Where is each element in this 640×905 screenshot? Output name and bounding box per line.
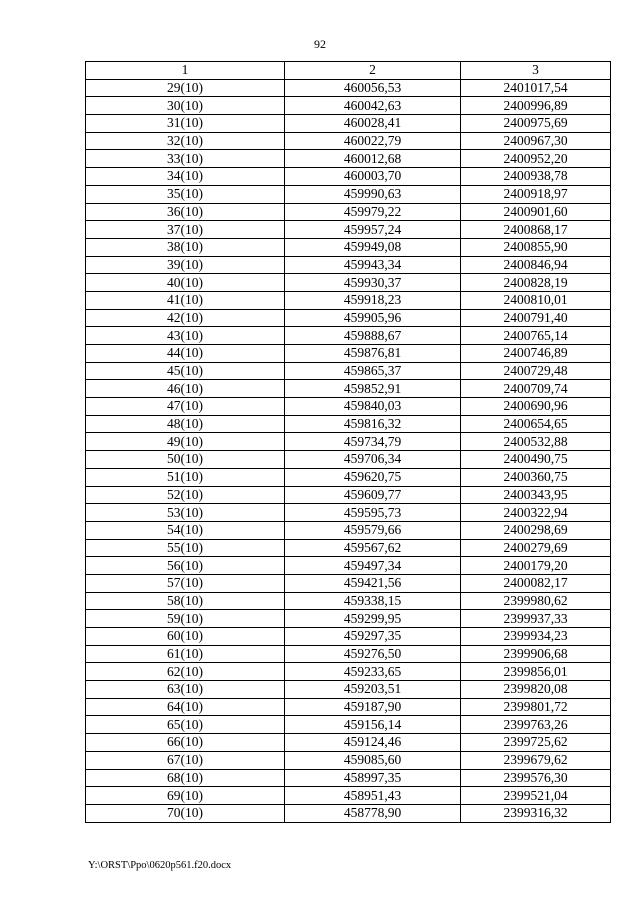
point-id-cell: 41(10) — [86, 291, 285, 309]
point-id-cell: 58(10) — [86, 592, 285, 610]
x-coordinate-cell: 459338,15 — [285, 592, 461, 610]
x-coordinate-cell: 459905,96 — [285, 309, 461, 327]
x-coordinate-cell: 459816,32 — [285, 415, 461, 433]
point-id-cell: 50(10) — [86, 451, 285, 469]
x-coordinate-cell: 459276,50 — [285, 645, 461, 663]
y-coordinate-cell: 2400690,96 — [461, 398, 611, 416]
y-coordinate-cell: 2400791,40 — [461, 309, 611, 327]
x-coordinate-cell: 459734,79 — [285, 433, 461, 451]
table-row — [86, 486, 611, 504]
table-row — [86, 468, 611, 486]
column-header-1: 1 — [86, 62, 285, 80]
point-id-cell: 49(10) — [86, 433, 285, 451]
point-id-cell: 39(10) — [86, 256, 285, 274]
y-coordinate-cell: 2400709,74 — [461, 380, 611, 398]
y-coordinate-cell: 2399937,33 — [461, 610, 611, 628]
table-row — [86, 115, 611, 133]
table-row — [86, 97, 611, 115]
table-row — [86, 751, 611, 769]
x-coordinate-cell: 459852,91 — [285, 380, 461, 398]
point-id-cell: 62(10) — [86, 663, 285, 681]
x-coordinate-cell: 459865,37 — [285, 362, 461, 380]
x-coordinate-cell: 459497,34 — [285, 557, 461, 575]
y-coordinate-cell: 2399763,26 — [461, 716, 611, 734]
point-id-cell: 33(10) — [86, 150, 285, 168]
x-coordinate-cell: 459203,51 — [285, 681, 461, 699]
point-id-cell: 35(10) — [86, 185, 285, 203]
x-coordinate-cell: 459124,46 — [285, 734, 461, 752]
table-row — [86, 309, 611, 327]
y-coordinate-cell: 2400901,60 — [461, 203, 611, 221]
x-coordinate-cell: 459706,34 — [285, 451, 461, 469]
point-id-cell: 61(10) — [86, 645, 285, 663]
point-id-cell: 54(10) — [86, 521, 285, 539]
column-header-3: 3 — [461, 62, 611, 80]
point-id-cell: 63(10) — [86, 681, 285, 699]
table-row — [86, 451, 611, 469]
table-row — [86, 681, 611, 699]
x-coordinate-cell: 459595,73 — [285, 504, 461, 522]
x-coordinate-cell: 459299,95 — [285, 610, 461, 628]
y-coordinate-cell: 2399316,32 — [461, 804, 611, 822]
y-coordinate-cell: 2400828,19 — [461, 274, 611, 292]
point-id-cell: 42(10) — [86, 309, 285, 327]
point-id-cell: 48(10) — [86, 415, 285, 433]
point-id-cell: 59(10) — [86, 610, 285, 628]
y-coordinate-cell: 2399934,23 — [461, 628, 611, 646]
table-row — [86, 221, 611, 239]
point-id-cell: 69(10) — [86, 787, 285, 805]
y-coordinate-cell: 2399801,72 — [461, 698, 611, 716]
x-coordinate-cell: 459957,24 — [285, 221, 461, 239]
point-id-cell: 67(10) — [86, 751, 285, 769]
y-coordinate-cell: 2400490,75 — [461, 451, 611, 469]
table-row — [86, 291, 611, 309]
x-coordinate-cell: 459930,37 — [285, 274, 461, 292]
y-coordinate-cell: 2399521,04 — [461, 787, 611, 805]
footer-file-path: Y:\ORST\Ppo\0620p561.f20.docx — [88, 860, 232, 871]
point-id-cell: 29(10) — [86, 79, 285, 97]
point-id-cell: 47(10) — [86, 398, 285, 416]
point-id-cell: 57(10) — [86, 574, 285, 592]
x-coordinate-cell: 459609,77 — [285, 486, 461, 504]
x-coordinate-cell: 460012,68 — [285, 150, 461, 168]
y-coordinate-cell: 2399906,68 — [461, 645, 611, 663]
table-row — [86, 185, 611, 203]
table-row — [86, 628, 611, 646]
table-row — [86, 574, 611, 592]
table-row — [86, 345, 611, 363]
x-coordinate-cell: 459949,08 — [285, 238, 461, 256]
point-id-cell: 31(10) — [86, 115, 285, 133]
point-id-cell: 43(10) — [86, 327, 285, 345]
x-coordinate-cell: 460022,79 — [285, 132, 461, 150]
x-coordinate-cell: 459156,14 — [285, 716, 461, 734]
table-row — [86, 256, 611, 274]
table-row — [86, 274, 611, 292]
x-coordinate-cell: 458951,43 — [285, 787, 461, 805]
y-coordinate-cell: 2399856,01 — [461, 663, 611, 681]
table-body — [86, 79, 611, 822]
point-id-cell: 51(10) — [86, 468, 285, 486]
point-id-cell: 60(10) — [86, 628, 285, 646]
x-coordinate-cell: 460042,63 — [285, 97, 461, 115]
x-coordinate-cell: 459579,66 — [285, 521, 461, 539]
table-row — [86, 592, 611, 610]
y-coordinate-cell: 2400868,17 — [461, 221, 611, 239]
x-coordinate-cell: 459297,35 — [285, 628, 461, 646]
point-id-cell: 44(10) — [86, 345, 285, 363]
point-id-cell: 66(10) — [86, 734, 285, 752]
table-row — [86, 168, 611, 186]
y-coordinate-cell: 2400729,48 — [461, 362, 611, 380]
point-id-cell: 70(10) — [86, 804, 285, 822]
point-id-cell: 38(10) — [86, 238, 285, 256]
coordinates-table — [85, 61, 611, 823]
y-coordinate-cell: 2400975,69 — [461, 115, 611, 133]
y-coordinate-cell: 2400810,01 — [461, 291, 611, 309]
y-coordinate-cell: 2400967,30 — [461, 132, 611, 150]
x-coordinate-cell: 459990,63 — [285, 185, 461, 203]
point-id-cell: 45(10) — [86, 362, 285, 380]
point-id-cell: 65(10) — [86, 716, 285, 734]
table-row — [86, 150, 611, 168]
table-row — [86, 698, 611, 716]
x-coordinate-cell: 458778,90 — [285, 804, 461, 822]
y-coordinate-cell: 2399820,08 — [461, 681, 611, 699]
table-row — [86, 557, 611, 575]
table-row — [86, 132, 611, 150]
x-coordinate-cell: 459876,81 — [285, 345, 461, 363]
y-coordinate-cell: 2400343,95 — [461, 486, 611, 504]
table-row — [86, 380, 611, 398]
table-row — [86, 398, 611, 416]
table-row — [86, 769, 611, 787]
x-coordinate-cell: 459840,03 — [285, 398, 461, 416]
y-coordinate-cell: 2400654,65 — [461, 415, 611, 433]
y-coordinate-cell: 2400855,90 — [461, 238, 611, 256]
point-id-cell: 56(10) — [86, 557, 285, 575]
x-coordinate-cell: 459918,23 — [285, 291, 461, 309]
x-coordinate-cell: 459888,67 — [285, 327, 461, 345]
point-id-cell: 37(10) — [86, 221, 285, 239]
table-row — [86, 79, 611, 97]
table-row — [86, 238, 611, 256]
y-coordinate-cell: 2400279,69 — [461, 539, 611, 557]
x-coordinate-cell: 460056,53 — [285, 79, 461, 97]
table-row — [86, 504, 611, 522]
x-coordinate-cell: 459421,56 — [285, 574, 461, 592]
point-id-cell: 52(10) — [86, 486, 285, 504]
table-row — [86, 787, 611, 805]
point-id-cell: 68(10) — [86, 769, 285, 787]
point-id-cell: 36(10) — [86, 203, 285, 221]
x-coordinate-cell: 459187,90 — [285, 698, 461, 716]
point-id-cell: 40(10) — [86, 274, 285, 292]
y-coordinate-cell: 2400765,14 — [461, 327, 611, 345]
table-row — [86, 716, 611, 734]
x-coordinate-cell: 458997,35 — [285, 769, 461, 787]
point-id-cell: 32(10) — [86, 132, 285, 150]
table-row — [86, 734, 611, 752]
point-id-cell: 55(10) — [86, 539, 285, 557]
y-coordinate-cell: 2400746,89 — [461, 345, 611, 363]
x-coordinate-cell: 459567,62 — [285, 539, 461, 557]
y-coordinate-cell: 2400996,89 — [461, 97, 611, 115]
y-coordinate-cell: 2399576,30 — [461, 769, 611, 787]
column-header-2: 2 — [285, 62, 461, 80]
y-coordinate-cell: 2399980,62 — [461, 592, 611, 610]
table-row — [86, 645, 611, 663]
table-row — [86, 663, 611, 681]
y-coordinate-cell: 2400082,17 — [461, 574, 611, 592]
x-coordinate-cell: 459233,65 — [285, 663, 461, 681]
table-row — [86, 804, 611, 822]
x-coordinate-cell: 459979,22 — [285, 203, 461, 221]
x-coordinate-cell: 460003,70 — [285, 168, 461, 186]
table-header-row — [86, 62, 611, 80]
table-row — [86, 203, 611, 221]
x-coordinate-cell: 460028,41 — [285, 115, 461, 133]
x-coordinate-cell: 459620,75 — [285, 468, 461, 486]
x-coordinate-cell: 459943,34 — [285, 256, 461, 274]
y-coordinate-cell: 2400322,94 — [461, 504, 611, 522]
y-coordinate-cell: 2400846,94 — [461, 256, 611, 274]
table-row — [86, 433, 611, 451]
table-row — [86, 610, 611, 628]
y-coordinate-cell: 2400938,78 — [461, 168, 611, 186]
y-coordinate-cell: 2400532,88 — [461, 433, 611, 451]
y-coordinate-cell: 2400298,69 — [461, 521, 611, 539]
point-id-cell: 53(10) — [86, 504, 285, 522]
y-coordinate-cell: 2399679,62 — [461, 751, 611, 769]
point-id-cell: 46(10) — [86, 380, 285, 398]
table-row — [86, 521, 611, 539]
y-coordinate-cell: 2399725,62 — [461, 734, 611, 752]
x-coordinate-cell: 459085,60 — [285, 751, 461, 769]
y-coordinate-cell: 2400179,20 — [461, 557, 611, 575]
page-number: 92 — [314, 37, 326, 51]
point-id-cell: 30(10) — [86, 97, 285, 115]
y-coordinate-cell: 2401017,54 — [461, 79, 611, 97]
table-row — [86, 362, 611, 380]
table-row — [86, 539, 611, 557]
table-row — [86, 327, 611, 345]
point-id-cell: 34(10) — [86, 168, 285, 186]
point-id-cell: 64(10) — [86, 698, 285, 716]
table-row — [86, 415, 611, 433]
y-coordinate-cell: 2400360,75 — [461, 468, 611, 486]
y-coordinate-cell: 2400952,20 — [461, 150, 611, 168]
y-coordinate-cell: 2400918,97 — [461, 185, 611, 203]
